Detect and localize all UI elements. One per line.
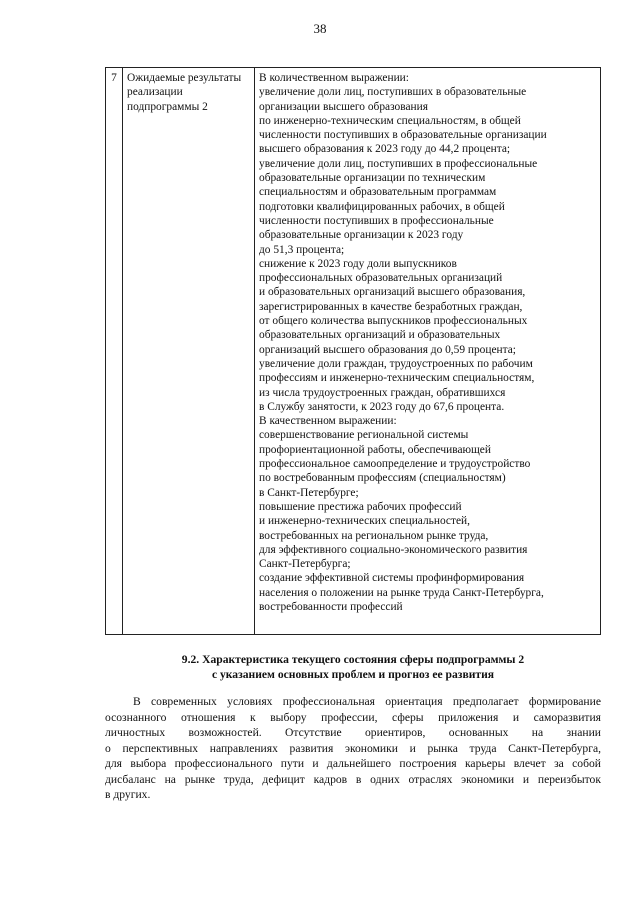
- content-line: специальностям и образовательным программам: [259, 186, 497, 199]
- content-line: востребованных на региональном рынке труда,: [259, 529, 489, 542]
- content-line: образовательных организаций и образовательных: [259, 329, 501, 342]
- content-line: увеличение доли граждан, трудоустроенных по рабочим: [259, 357, 533, 370]
- row-number-cell: [106, 68, 123, 635]
- content-line: и инженерно-технических специальностей,: [259, 515, 470, 528]
- paragraph-line: для выбора профессионального пути и дальнейшего построения карьеры влечет за собой: [105, 757, 601, 770]
- label-cell: [123, 68, 255, 635]
- content-line: В качественном выражении:: [259, 415, 397, 428]
- content-line: образовательные организации к 2023 году: [259, 229, 464, 242]
- label-line: реализации: [127, 86, 183, 99]
- content-line: подготовки квалифицированных рабочих, в общей: [259, 200, 505, 213]
- table-row: [106, 68, 601, 635]
- content-cell: [255, 68, 601, 635]
- content-line: из числа трудоустроенных граждан, обратившихся: [259, 386, 506, 399]
- body-paragraph: [105, 694, 601, 803]
- content-line: повышение престижа рабочих профессий: [259, 500, 462, 513]
- content-line: от общего количества выпускников профессиональных: [259, 315, 528, 328]
- content-line: профориентационной работы, обеспечивающей: [259, 443, 491, 456]
- content-line: создание эффективной системы профинформирования: [259, 572, 525, 585]
- content-line: для эффективного социально-экономического развития: [259, 543, 528, 556]
- content-line: численности поступивших в профессиональные: [259, 214, 494, 227]
- section-heading: [105, 652, 601, 682]
- subprogram-results-table: [105, 67, 601, 635]
- content-line: в Службу занятости, к 2023 году до 67,6 процента.: [259, 400, 505, 413]
- paragraph-line: В современных условиях профессиональная ориентация предполагает формирование: [133, 695, 601, 708]
- content-line: по инженерно-техническим специальностям, в общей: [259, 114, 521, 127]
- content-line: увеличение доли лиц, поступивших в образовательные: [259, 86, 527, 99]
- paragraph-line: осознанного отношения к выбору профессии, сферы приложения и саморазвития: [105, 710, 601, 724]
- content-line: увеличение доли лиц, поступивших в профессиональные: [259, 157, 538, 170]
- section-heading-line: с указанием основных проблем и прогноз ее развития: [211, 668, 495, 681]
- content-line: организаций высшего образования до 0,59 процента;: [259, 343, 516, 356]
- content-line: востребованности профессий: [259, 600, 403, 613]
- label-line: Ожидаемые результаты: [127, 72, 242, 84]
- content-line: образовательные организации по техническим: [259, 172, 486, 185]
- content-line: профессиональное самоопределение и трудоустройство: [259, 458, 531, 471]
- row-number: 7: [111, 72, 117, 84]
- content-line: высшего образования к 2023 году до 44,2 процента;: [259, 143, 511, 156]
- content-line: совершенствование региональной системы: [259, 429, 469, 442]
- content-line: зарегистрированных в качестве безработных граждан,: [259, 300, 523, 313]
- section-heading-line: 9.2. Характеристика текущего состояния сферы подпрограммы 2: [181, 653, 525, 666]
- paragraph-line: о перспективных направлениях развития экономики и рынка труда Санкт-Петербурга,: [105, 741, 601, 755]
- content-line: профессиональных образовательных организаций: [259, 272, 503, 285]
- content-line: В количественном выражении:: [259, 72, 409, 84]
- content-line: снижение к 2023 году доли выпускников: [259, 257, 457, 270]
- page-number: 38: [313, 21, 327, 36]
- content-line: по востребованным профессиям (специальностям): [259, 472, 506, 485]
- paragraph-line: личностных возможностей. Отсутствие ориентиров, основанных на знании: [105, 726, 601, 739]
- paragraph-line: в других.: [105, 788, 151, 801]
- content-line: организации высшего образования: [259, 100, 428, 113]
- content-line: и образовательных организаций высшего образования,: [259, 286, 526, 299]
- paragraph-line: дисбаланс на рынке труда, дефицит кадров в одних отраслях экономики и переизбыток: [105, 772, 601, 786]
- content-line: до 51,3 процента;: [259, 243, 345, 256]
- content-line: Санкт-Петербурга;: [259, 558, 351, 571]
- label-line: подпрограммы 2: [127, 100, 208, 113]
- content-line: в Санкт-Петербурге;: [259, 486, 359, 499]
- content-line: профессиям и инженерно-техническим специальностям,: [259, 372, 535, 385]
- content-line: численности поступивших в образовательные организации: [259, 129, 547, 142]
- content-line: населения о положении на рынке труда Санкт-Петербурга,: [259, 586, 544, 599]
